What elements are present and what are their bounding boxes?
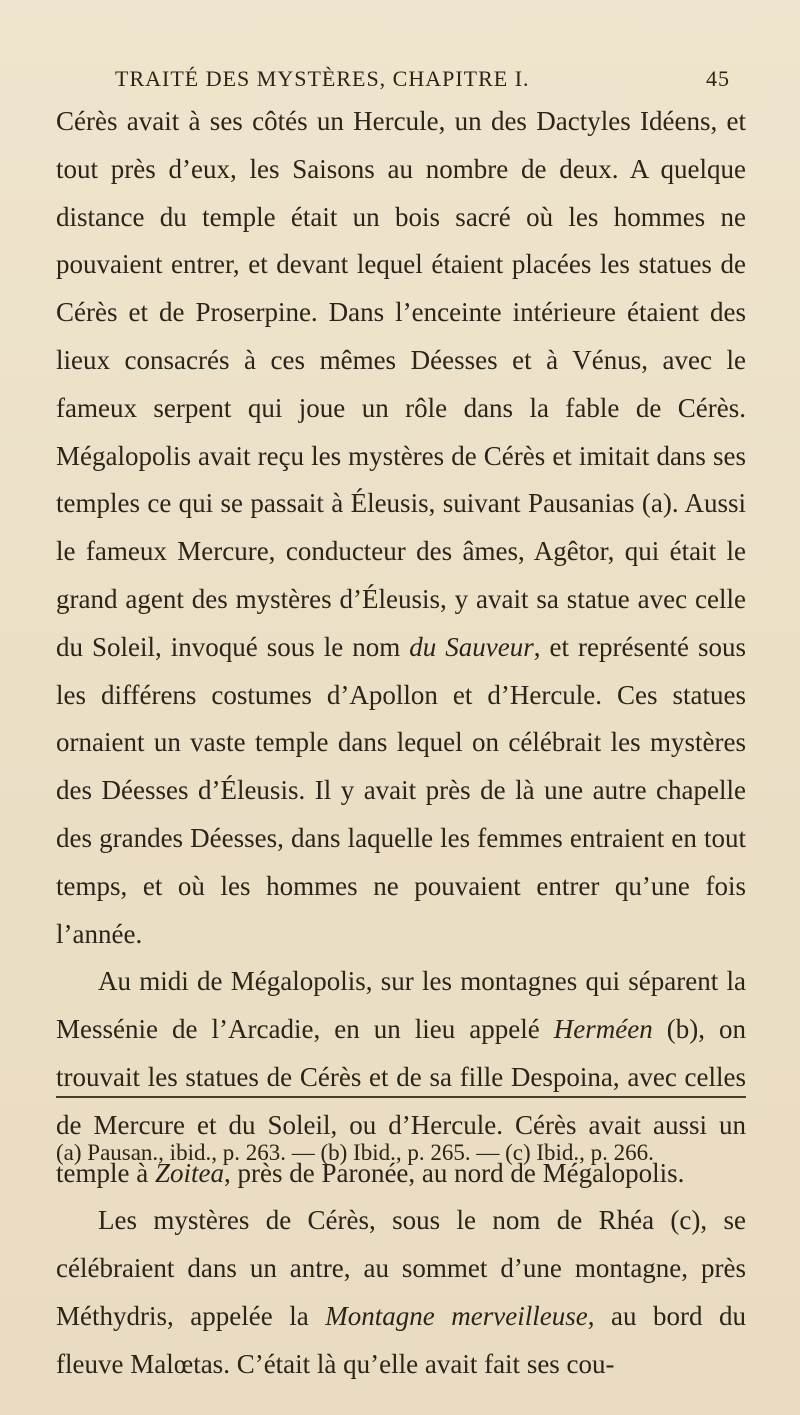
text-run: (b), on trouvait les statues de Cérès et de sa fille Despoina, avec celles de Mercure et du Soleil, ou d’Hercule. Cérès avait aussi un temple à xyxy=(56,1014,746,1188)
text-run: , et représenté sous les différens costumes d’Apollon et d’Hercule. Ces statues ornaient un vaste temple dans lequel on célébrait les mystères des Déesses d’Éleusis. Il y avait près de là une autre chapelle des grandes Déesses, dans laquelle les femmes entraient en tout temps, et où les hommes ne pouvaient entrer qu’une fois l’année. xyxy=(56,631,746,949)
text-run: Cérès avait à ses côtés un Hercule, un des Dactyles Idéens, et tout près d’eux, les Saisons au nombre de deux. A quelque distance du temple était un bois sacré où les hommes ne pouvaient entrer, et devant lequel étaient placées les statues de Cérès et de Proserpine. Dans l’enceinte intérieure étaient des lieux consacrés à ces mêmes Déesses et à Vénus, avec le fameux serpent qui joue un rôle dans la fable de Cérès. Mégalopolis avait reçu les mystères de Cérès et imitait dans ses temples ce qui se passait à Éleusis, suivant Pausanias (a). Aussi le fameux Mercure, conducteur des âmes, Agêtor, qui était le grand agent des mystères d’Éleusis, y avait sa statue avec celle du Soleil, invoqué sous le nom xyxy=(56,106,746,662)
italic-phrase: Herméen xyxy=(553,1014,653,1045)
footnote-divider xyxy=(56,1096,746,1098)
italic-phrase: Zoitea xyxy=(154,1157,224,1188)
paragraph-3 xyxy=(56,1197,746,1388)
text-run: Au midi de Mégalopolis, sur les montagnes qui séparent la Messénie de l’Arcadie, en un lieu appelé xyxy=(56,966,746,1045)
running-head xyxy=(115,66,730,92)
text-run: Les mystères de Cérès, sous le nom de Rhéa (c), se célébraient dans un antre, au sommet d’une montagne, près Méthydris, appelée la xyxy=(56,1205,746,1331)
italic-phrase: du Sauveur xyxy=(409,631,534,662)
footnotes: (a) Pausan., ibid., p. 263. — (b) Ibid., p. 265. — (c) Ibid., p. 266. xyxy=(56,1140,654,1165)
text-run: , près de Paronée, au nord de Mégalopolis. xyxy=(223,1157,685,1188)
italic-phrase: Montagne merveilleuse xyxy=(325,1300,588,1331)
paragraph-1 xyxy=(56,98,746,958)
body-text xyxy=(56,98,746,1389)
text-run: , au bord du fleuve Malœtas. C’était là qu’elle avait fait ses cou- xyxy=(56,1300,747,1379)
page-number: 45 xyxy=(706,66,730,91)
running-head-title: TRAITÉ DES MYSTÈRES, CHAPITRE I. xyxy=(115,66,530,91)
